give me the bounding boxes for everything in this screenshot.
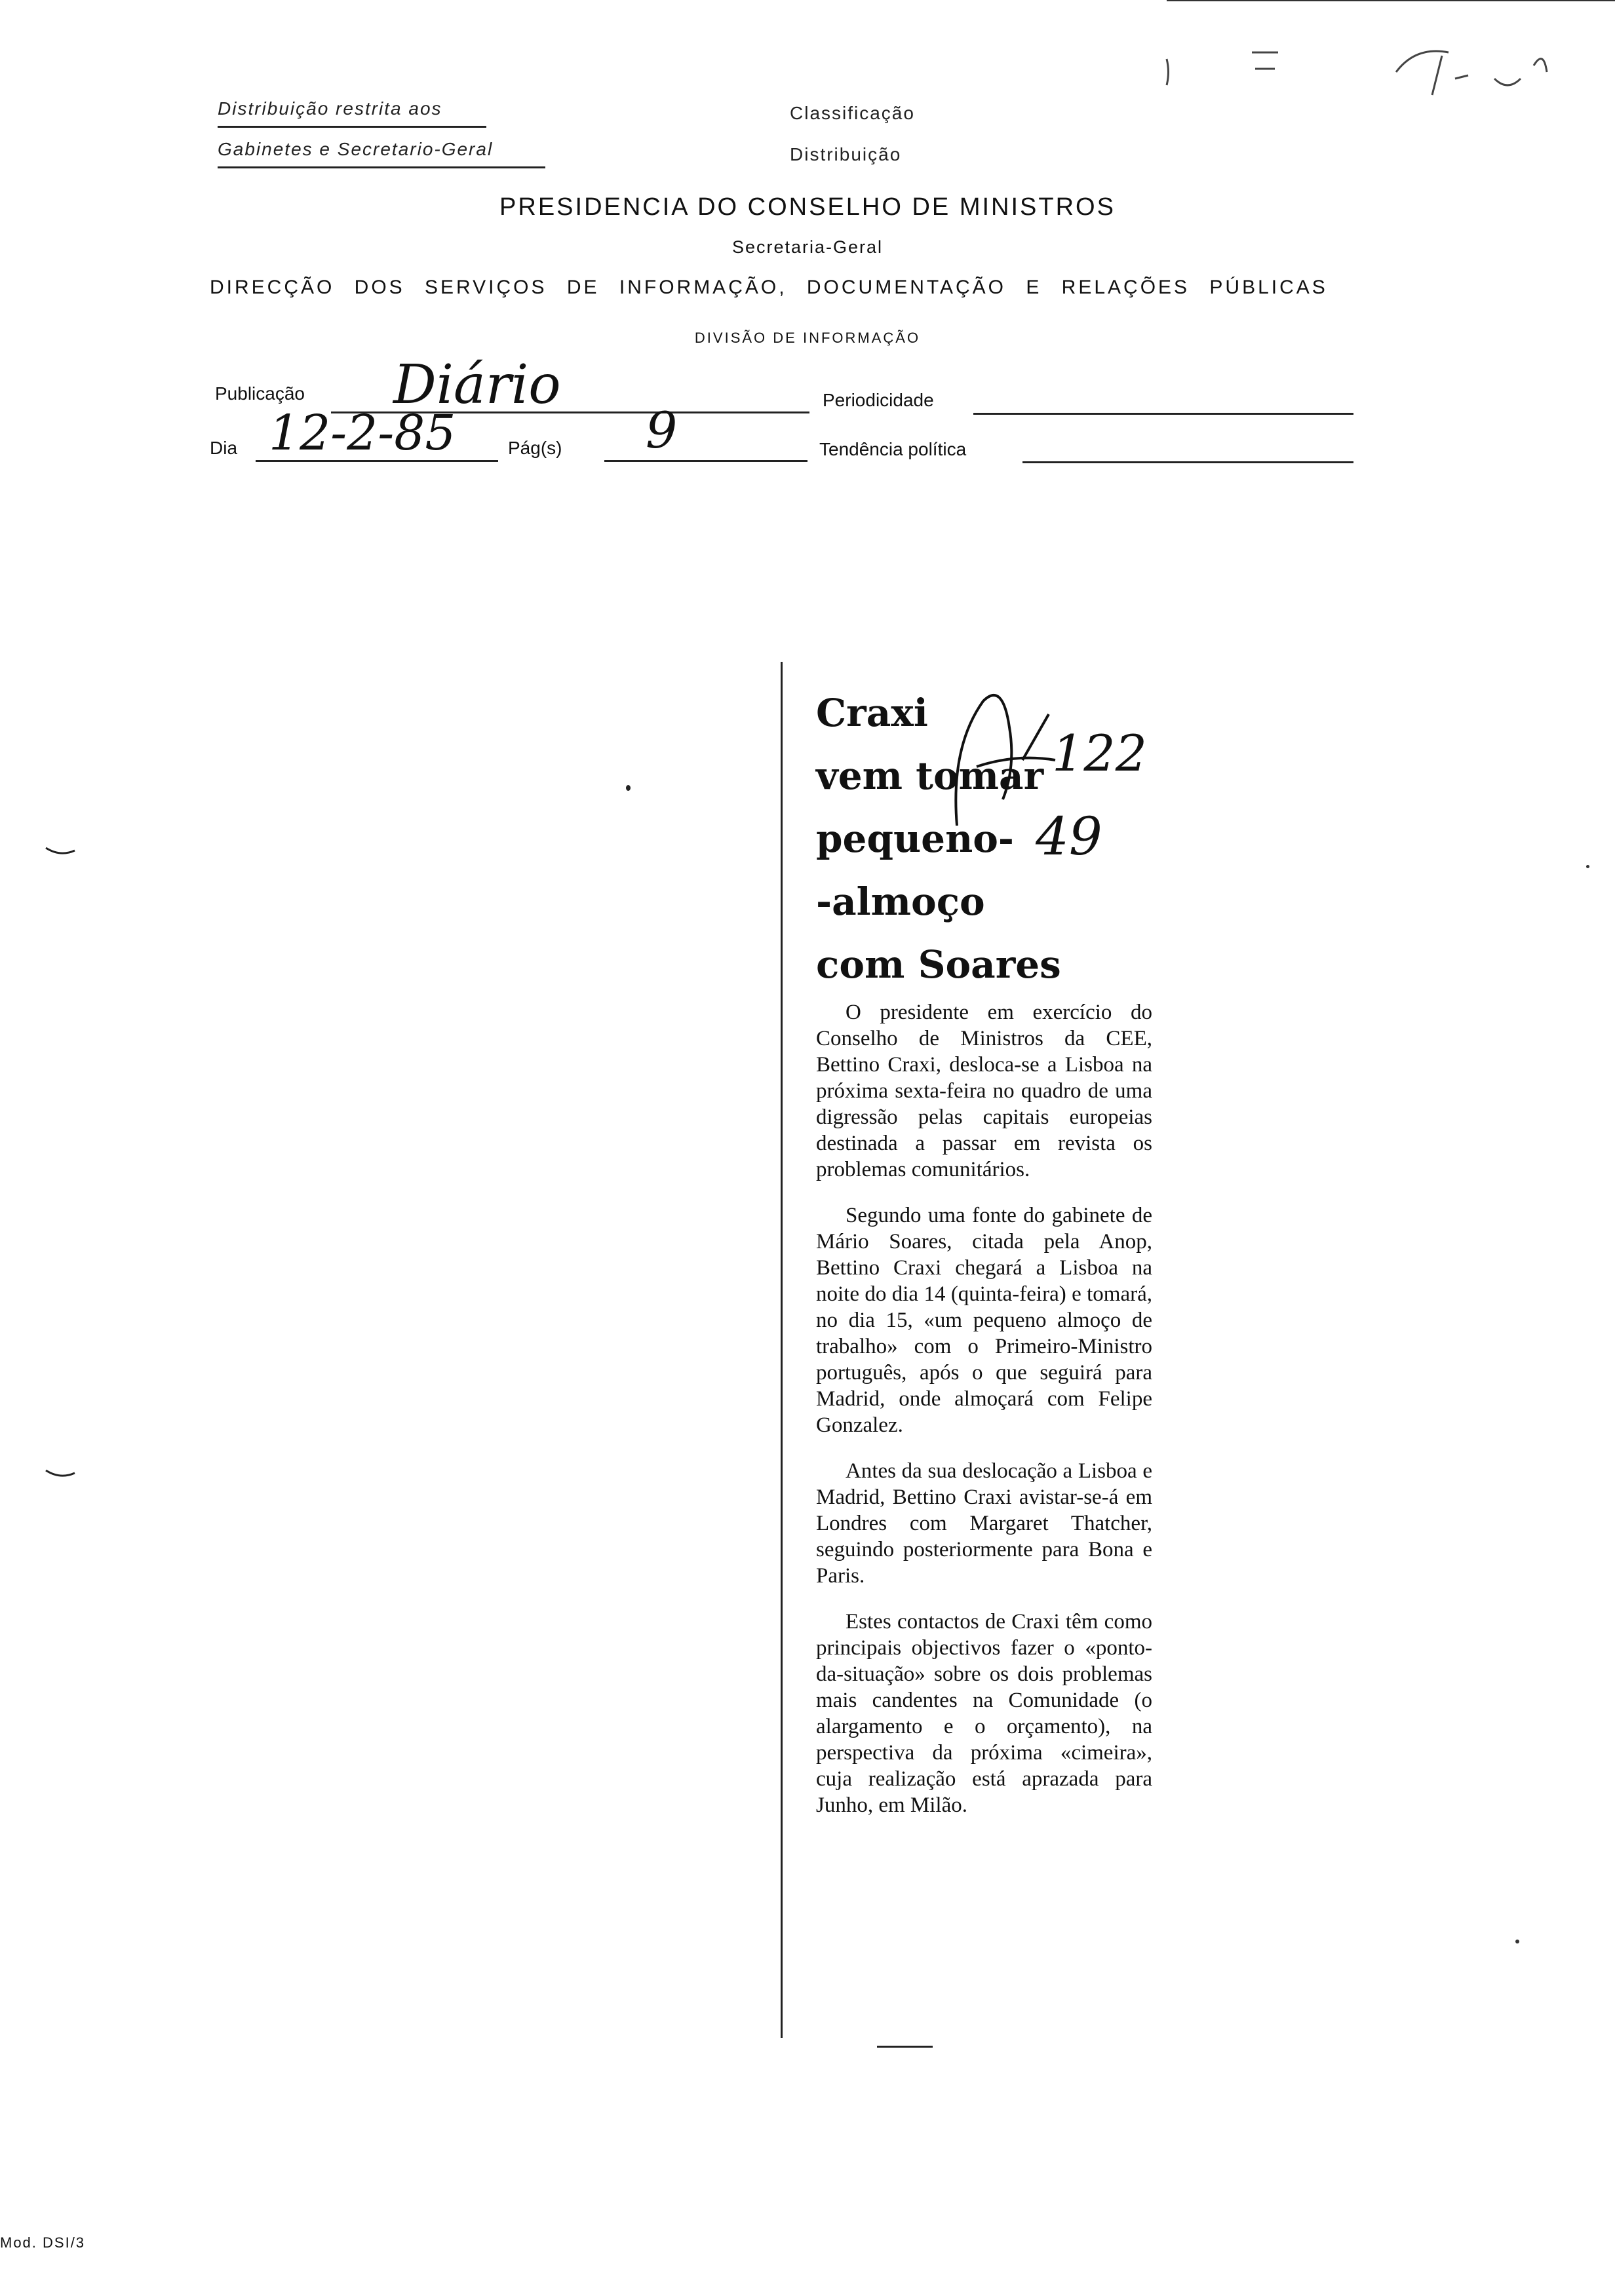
top-edge-line: [1167, 0, 1615, 1]
article-paragraph-3: Antes da sua deslocação a Lisboa e Madrid, Bettino Craxi avistar-se-á em Londres com Margaret Thatcher, seguindo posteriormente para Bona e Paris.: [816, 1459, 1152, 1588]
tendency-label: Tendência política: [819, 439, 967, 459]
headline-line-1: Craxi: [816, 691, 928, 735]
secretaria-heading: Secretaria-Geral: [731, 237, 884, 257]
distribution-underline-2: [218, 166, 545, 168]
article-paragraph-1: O presidente em exercício do Conselho de Ministros da CEE, Bettino Craxi, desloca-se a Lisboa na próxima sexta-feira no quadro de uma digressão pelas capitais europeias destinada a passar em revista os problemas comunitários.: [816, 1001, 1152, 1181]
pages-underline: [604, 460, 808, 462]
handwritten-annotation-49: 49: [1036, 806, 1102, 867]
article-paragraph-4: Estes contactos de Craxi têm como principais objectivos fazer o «ponto-da-situação» sobre os dois problemas mais candentes na Comunidade (o alargamento e o orçamento), na perspectiva da próxima «cimeira», cuja realização está aprazada para Junho, em Milão.: [816, 1610, 1152, 1817]
publication-value: Diário: [393, 354, 561, 416]
date-underline: [256, 460, 498, 462]
handwritten-scribble-top: [1127, 33, 1573, 105]
publication-label: Publicação: [215, 383, 305, 404]
divisao-heading: DIVISÃO DE INFORMAÇÃO: [694, 330, 921, 346]
article-end-rule: [877, 2046, 933, 2048]
periodicity-underline: [973, 413, 1353, 415]
article-body: [816, 999, 1152, 1838]
punch-hole-mark-1: [45, 845, 77, 858]
distribution-gabinetes-text: Gabinetes e Secretario-Geral: [218, 139, 494, 159]
article-paragraph-2: Segundo uma fonte do gabinete de Mário Soares, citada pela Anop, Bettino Craxi chegará a Lisboa na noite do dia 14 (quinta-feira) e tomará, no dia 15, «um pequeno almoço de trabalho» com o Primeiro-Ministro português, após o que seguirá para Madrid, onde almoçará com Felipe Gonzalez.: [816, 1204, 1152, 1437]
pages-value: 9: [646, 401, 678, 459]
pages-label: Pág(s): [508, 438, 562, 458]
handwritten-annotation-122: 122: [1052, 724, 1148, 782]
headline-line-2: vem tomar: [816, 754, 1044, 798]
direccao-heading: DIRECÇÃO DOS SERVIÇOS DE INFORMAÇÃO, DOCUMENTAÇÃO E RELAÇÕES PÚBLICAS: [210, 277, 1328, 298]
headline-line-5: com Soares: [816, 942, 1061, 987]
presidencia-heading: PRESIDENCIA DO CONSELHO DE MINISTROS: [499, 193, 1116, 221]
stray-dot-right-2: [1515, 1940, 1519, 1943]
stray-dot: [626, 785, 631, 791]
classification-label: Classificação: [790, 103, 915, 123]
headline-line-3: pequeno-: [816, 816, 1015, 861]
distribution-label: Distribuição: [790, 144, 902, 164]
column-rule: [781, 662, 783, 2038]
distribution-underline-1: [218, 126, 486, 128]
date-label: Dia: [210, 438, 238, 458]
tendency-underline: [1022, 461, 1353, 463]
periodicity-label: Periodicidade: [823, 390, 934, 410]
stray-dot-right-1: [1586, 865, 1589, 868]
distribution-restricted-text: Distribuição restrita aos: [218, 98, 442, 119]
punch-hole-mark-2: [45, 1468, 77, 1481]
model-code-label: Mod. DSI/3: [0, 2234, 86, 2251]
date-value: 12-2-85: [269, 405, 456, 461]
headline-line-4: -almoço: [816, 879, 985, 924]
